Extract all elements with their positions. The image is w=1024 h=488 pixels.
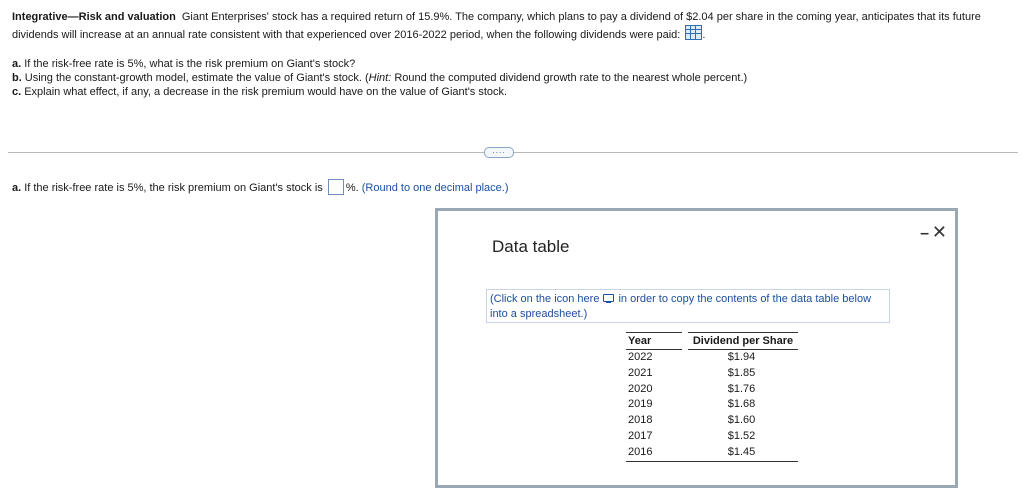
table-row — [626, 445, 798, 461]
cell-year: 2019 — [628, 398, 653, 411]
part-letter: b. — [12, 72, 22, 84]
close-icon[interactable]: ✕ — [931, 222, 947, 242]
answer-text: If the risk-free rate is 5%, the risk premium on Giant's stock is — [24, 182, 323, 194]
cell-year: 2022 — [628, 351, 653, 363]
data-table-popup — [435, 208, 958, 488]
problem-text: Giant Enterprises' stock has a required return of 15.9%. The company, which plans to pay a dividend of $2.04 per share in the coming year, anticipates that its future dividends will increase at an annual rate consistent with that experienced over 2016-2022 period, when the following dividends were paid: — [12, 11, 981, 41]
copy-instructions — [486, 289, 890, 323]
table-row — [626, 350, 798, 366]
popup-title: Data table — [492, 237, 570, 256]
table-row — [626, 366, 798, 382]
minimize-icon[interactable]: – — [920, 225, 929, 242]
table-row — [626, 382, 798, 398]
table-row — [626, 413, 798, 429]
question-part-b — [12, 71, 747, 85]
table-row — [626, 429, 798, 445]
cell-dividend: $1.52 — [727, 429, 756, 442]
rounding-hint: (Round to one decimal place.) — [361, 182, 509, 194]
answer-letter: a. — [12, 182, 22, 194]
part-text: Explain what effect, if any, a decrease in the risk premium would have on the value of Giant's stock. — [24, 86, 508, 98]
answer-part-a — [12, 179, 509, 196]
header-year: Year — [626, 333, 685, 350]
cell-year: 2021 — [628, 366, 653, 379]
cell-year: 2016 — [626, 445, 685, 461]
hint-label: Hint: — [368, 72, 392, 84]
risk-premium-input[interactable] — [328, 179, 344, 195]
answer-unit: %. — [345, 182, 359, 194]
cell-year: 2020 — [628, 382, 653, 395]
problem-end-punct: . — [702, 29, 706, 41]
cell-dividend: $1.60 — [727, 414, 756, 427]
question-part-a — [12, 57, 747, 71]
cell-dividend: $1.85 — [727, 366, 756, 379]
table-row — [626, 397, 798, 413]
question-parts — [12, 57, 747, 99]
part-text: Using the constant-growth model, estimate the value of Giant's stock. ( — [24, 72, 369, 84]
dividend-table — [626, 332, 798, 462]
cell-dividend: $1.94 — [727, 351, 756, 363]
problem-statement — [12, 9, 1012, 43]
part-text: If the risk-free rate is 5%, what is the risk premium on Giant's stock? — [24, 58, 356, 70]
table-header-row — [626, 333, 798, 350]
cell-dividend: $1.68 — [727, 398, 756, 411]
part-letter: a. — [12, 58, 22, 70]
header-dividend: Dividend per Share — [685, 333, 798, 350]
problem-title: Integrative—Risk and valuation — [12, 11, 176, 23]
cell-year: 2017 — [628, 429, 653, 442]
copy-note-before: (Click on the icon here — [490, 293, 600, 305]
part-letter: c. — [12, 86, 22, 98]
hint-text: Round the computed dividend growth rate to the nearest whole percent.) — [391, 72, 748, 84]
cell-dividend: $1.76 — [727, 382, 756, 395]
cell-year: 2018 — [628, 414, 653, 427]
expand-more-button[interactable]: .... — [484, 147, 514, 158]
cell-dividend: $1.45 — [685, 445, 798, 461]
copy-to-spreadsheet-icon[interactable] — [603, 294, 614, 302]
data-table-grid-icon[interactable] — [685, 25, 702, 40]
copy-note-after: in order to copy the contents of the data table below into a spreadsheet.) — [490, 293, 872, 320]
question-part-c — [12, 85, 747, 99]
